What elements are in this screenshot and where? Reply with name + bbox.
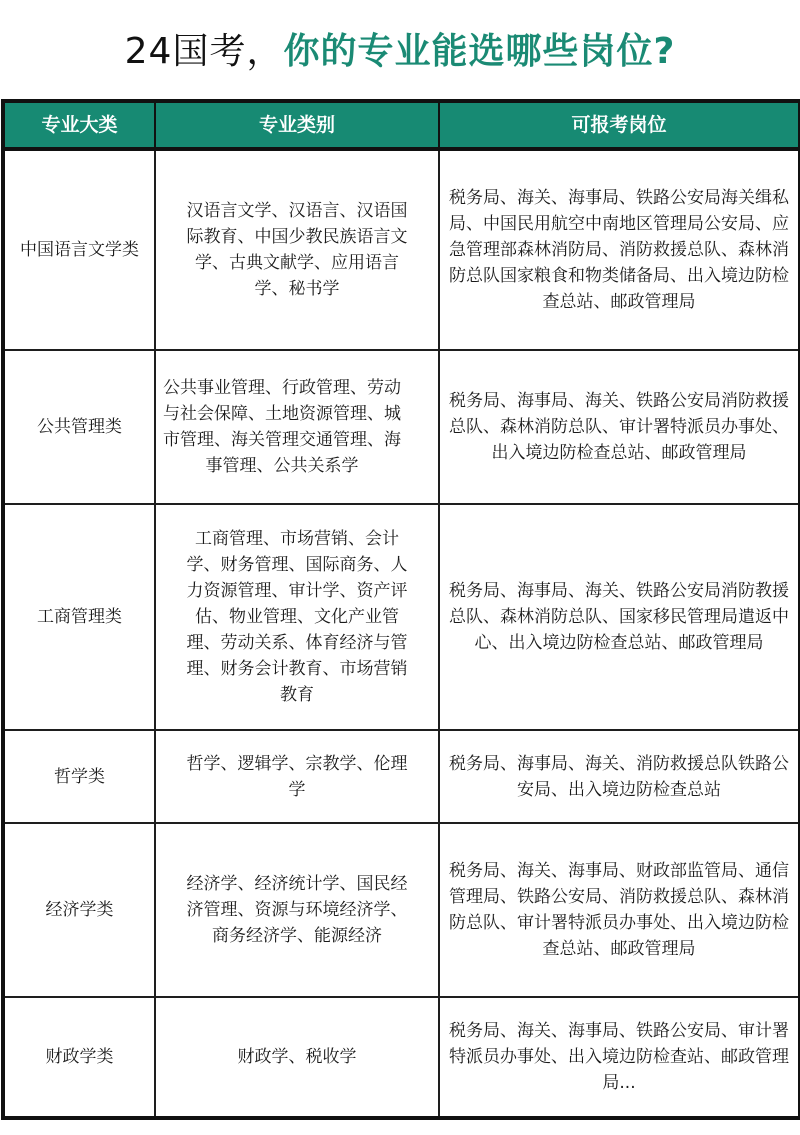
cell-major: 工商管理类 — [3, 504, 155, 730]
table-row — [3, 997, 800, 1118]
header-categories: 专业类别 — [155, 101, 439, 149]
cell-categories: 经济学、经济统计学、国民经济管理、资源与环境经济学、商务经济学、能源经济 — [155, 823, 439, 997]
title-prefix: 24国考， — [124, 31, 284, 72]
cell-major: 经济学类 — [3, 823, 155, 997]
table-row — [3, 350, 800, 504]
cell-categories: 工商管理、市场营销、会计学、财务管理、国际商务、人力资源管理、审计学、资产评估、物业管理、文化产业管理、劳动关系、体育经济与管理、财务会计教育、市场营销教育 — [155, 504, 439, 730]
cell-positions: 税务局、海事局、海关、铁路公安局消防教援总队、森林消防总队、国家移民管理局遣返中心、出入境边防检查总站、邮政管理局 — [439, 504, 800, 730]
table-row — [3, 823, 800, 997]
title-highlight: 你的专业能选哪些岗位? — [283, 31, 676, 72]
header-positions: 可报考岗位 — [439, 101, 800, 149]
cell-positions: 税务局、海关、海事局、铁路公安局海关缉私局、中国民用航空中南地区管理局公安局、应急管理部森林消防局、消防救援总队、森林消防总队国家粮食和物类储备局、出入境边防检查总站、邮政管理局 — [439, 149, 800, 350]
cell-positions: 税务局、海关、海事局、铁路公安局、审计署特派员办事处、出入境边防检查站、邮政管理局... — [439, 997, 800, 1118]
cell-major: 中国语言文学类 — [3, 149, 155, 350]
page-title — [0, 28, 800, 76]
cell-positions: 税务局、海事局、海关、消防救援总队铁路公安局、出入境边防检查总站 — [439, 730, 800, 823]
cell-categories: 公共事业管理、行政管理、劳动与社会保障、土地资源管理、城市管理、海关管理交通管理、海事管理、公共关系学 — [155, 350, 439, 504]
cell-major: 财政学类 — [3, 997, 155, 1118]
table-row — [3, 504, 800, 730]
table-row — [3, 730, 800, 823]
cell-categories: 财政学、税收学 — [155, 997, 439, 1118]
cell-positions: 税务局、海事局、海关、铁路公安局消防救援总队、森林消防总队、审计署特派员办事处、出入境边防检查总站、邮政管理局 — [439, 350, 800, 504]
cell-categories: 哲学、逻辑学、宗教学、伦理学 — [155, 730, 439, 823]
major-positions-table — [1, 99, 800, 1120]
cell-positions: 税务局、海关、海事局、财政部监管局、通信管理局、铁路公安局、消防救援总队、森林消防总队、审计署特派员办事处、出入境边防检查总站、邮政管理局 — [439, 823, 800, 997]
table-row — [3, 149, 800, 350]
cell-major: 公共管理类 — [3, 350, 155, 504]
table-header-row — [3, 101, 800, 149]
cell-categories: 汉语言文学、汉语言、汉语国际教育、中国少教民族语言文学、古典文献学、应用语言学、秘书学 — [155, 149, 439, 350]
cell-major: 哲学类 — [3, 730, 155, 823]
header-major: 专业大类 — [3, 101, 155, 149]
